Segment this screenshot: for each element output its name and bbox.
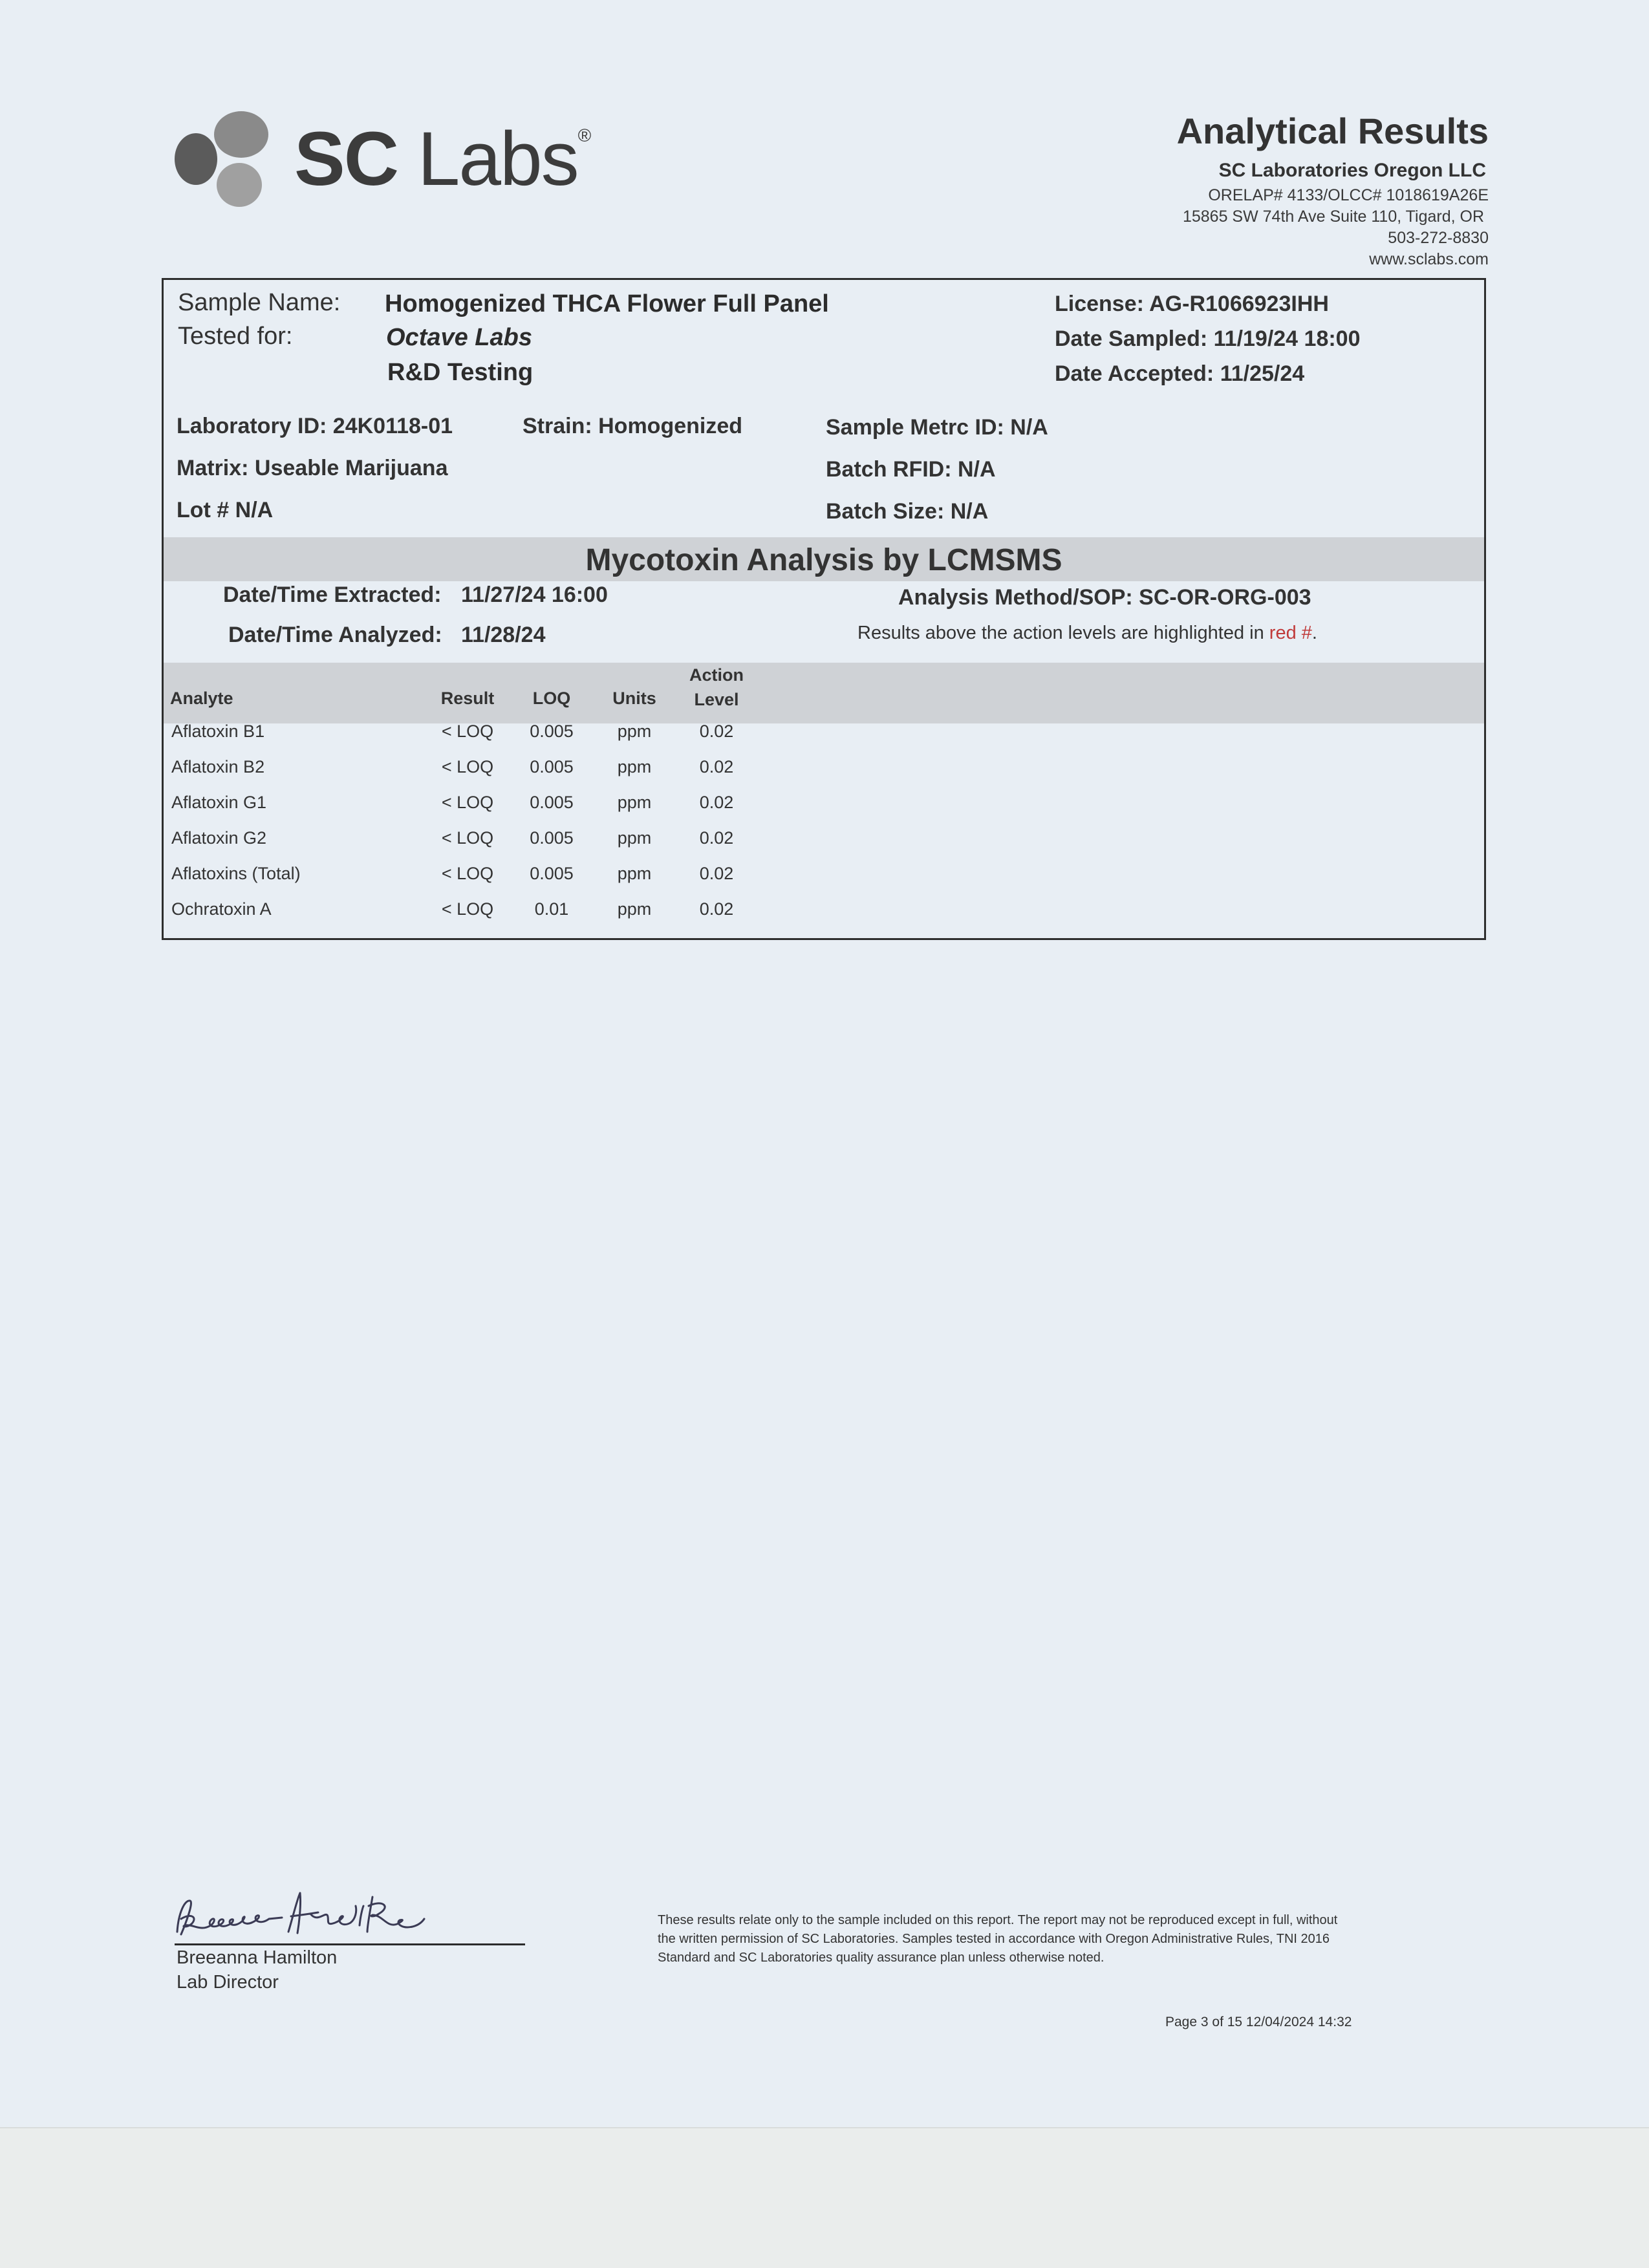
cell-units: ppm [617, 793, 652, 812]
cell-analyte: Aflatoxin G1 [171, 793, 267, 812]
date-accepted: Date Accepted: 11/25/24 [1055, 361, 1305, 386]
lot-number: Lot # N/A [177, 498, 274, 522]
sample-metrc-id: Sample Metrc ID: N/A [826, 415, 1048, 440]
batch-size: Batch Size: N/A [826, 499, 989, 524]
tested-for-value: Octave Labs [386, 324, 532, 351]
tested-for-label: Tested for: [178, 323, 293, 350]
highlight-note-text: Results above the action levels are highlighted in [857, 623, 1264, 643]
col-action-2: Level [694, 690, 739, 709]
cell-action-level: 0.02 [699, 899, 734, 919]
matrix: Matrix: Useable Marijuana [177, 456, 448, 480]
highlight-note-end: . [1311, 623, 1317, 643]
cell-units: ppm [617, 828, 652, 848]
signature-line [175, 1943, 525, 1945]
disclaimer-line-2: the written permission of SC Laboratories. Samples tested in accordance with Oregon Administrative Rules, TNI 2016 [658, 1932, 1330, 1946]
col-loq: LOQ [532, 689, 571, 708]
extracted-value: 11/27/24 16:00 [461, 583, 608, 607]
sample-name-value: Homogenized THCA Flower Full Panel [385, 290, 829, 317]
extracted-label: Date/Time Extracted: [223, 583, 442, 607]
cell-units: ppm [617, 864, 652, 883]
analysis-title-band [164, 537, 1484, 581]
cell-units: ppm [617, 899, 652, 919]
cell-result: < LOQ [441, 828, 494, 848]
disclaimer-line-3: Standard and SC Laboratories quality assurance plan unless otherwise noted. [658, 1951, 1105, 1965]
cell-action-level: 0.02 [699, 722, 734, 741]
signer-name: Breeanna Hamilton [177, 1947, 338, 1968]
cell-result: < LOQ [441, 864, 494, 883]
cell-analyte: Ochratoxin A [171, 899, 272, 919]
cell-action-level: 0.02 [699, 793, 734, 812]
cell-result: < LOQ [441, 722, 494, 741]
cell-analyte: Aflatoxin G2 [171, 828, 267, 848]
strain: Strain: Homogenized [523, 414, 743, 438]
disclaimer-line-1: These results relate only to the sample included on this report. The report may not be reproduced except in full, without [658, 1913, 1338, 1927]
cell-result: < LOQ [441, 899, 494, 919]
cell-analyte: Aflatoxins (Total) [171, 864, 301, 883]
cell-loq: 0.005 [530, 828, 574, 848]
col-action-1: Action [689, 665, 744, 685]
brand-bold: SC [294, 116, 398, 202]
batch-rfid: Batch RFID: N/A [826, 457, 996, 482]
brand-light: Labs [417, 116, 578, 202]
cell-units: ppm [617, 722, 652, 741]
laboratory-id: Laboratory ID: 24K0118-01 [177, 414, 453, 438]
lab-website[interactable]: www.sclabs.com [1369, 250, 1489, 268]
cell-units: ppm [617, 757, 652, 776]
col-result: Result [440, 689, 495, 708]
signer-role: Lab Director [177, 1972, 279, 1993]
col-analyte: Analyte [170, 689, 233, 708]
brand-wordmark [294, 115, 590, 203]
highlight-red-text: red # [1269, 623, 1312, 643]
analysis-title: Mycotoxin Analysis by LCMSMS [585, 543, 1062, 577]
cell-loq: 0.005 [530, 757, 574, 776]
cell-loq: 0.01 [534, 899, 569, 919]
tested-for-sub: R&D Testing [387, 359, 534, 386]
date-sampled: Date Sampled: 11/19/24 18:00 [1055, 326, 1361, 351]
cell-result: < LOQ [441, 757, 494, 776]
report-title: Analytical Results [1176, 111, 1489, 151]
registered-mark: ® [577, 125, 590, 145]
cell-loq: 0.005 [530, 864, 574, 883]
lab-address: 15865 SW 74th Ave Suite 110, Tigard, OR [1182, 208, 1484, 226]
cell-action-level: 0.02 [699, 828, 734, 848]
cell-analyte: Aflatoxin B1 [171, 722, 265, 741]
license: License: AG-R1066923IHH [1055, 292, 1329, 316]
highlight-note [857, 623, 1317, 644]
table-header-band [164, 663, 1484, 723]
analyzed-label: Date/Time Analyzed: [228, 623, 442, 647]
cell-analyte: Aflatoxin B2 [171, 757, 265, 776]
sc-labs-logo-icon [173, 109, 270, 209]
scan-background [0, 2127, 1649, 2268]
analysis-method: Analysis Method/SOP: SC-OR-ORG-003 [898, 585, 1311, 610]
lab-company: SC Laboratories Oregon LLC [1218, 160, 1486, 181]
disclaimer [658, 1911, 1337, 1967]
lab-accreditation: ORELAP# 4133/OLCC# 1018619A26E [1208, 186, 1489, 204]
page-number: Page 3 of 15 12/04/2024 14:32 [1165, 2015, 1352, 2029]
cell-action-level: 0.02 [699, 864, 734, 883]
cell-loq: 0.005 [530, 793, 574, 812]
sample-name-label: Sample Name: [178, 289, 341, 316]
cell-result: < LOQ [441, 793, 494, 812]
lab-phone: 503-272-8830 [1388, 229, 1489, 247]
cell-loq: 0.005 [530, 722, 574, 741]
analyzed-value: 11/28/24 [461, 623, 546, 647]
results-box [162, 278, 1486, 940]
cell-action-level: 0.02 [699, 757, 734, 776]
col-units: Units [612, 689, 656, 708]
handwritten-signature [172, 1887, 482, 1951]
